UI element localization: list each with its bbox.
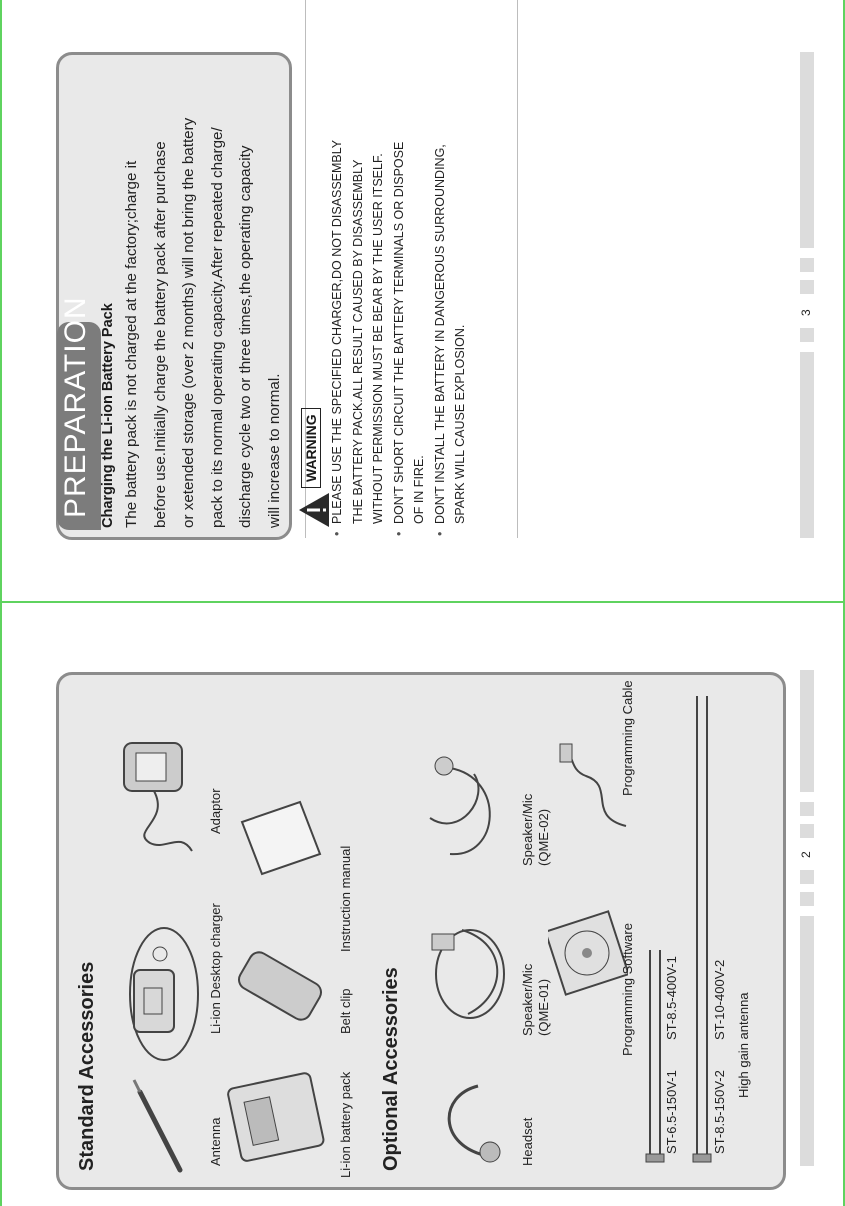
footer-strip-left-e <box>800 802 814 816</box>
caption-programming-software: Programming Software <box>620 923 635 1056</box>
footer-strip-right-c <box>800 280 814 294</box>
caption-speaker-mic-qme02: Speaker/Mic <box>520 793 535 866</box>
antenna-model-st-6-5-150v-1: ST-6.5-150V-1 <box>664 1070 679 1154</box>
standard-accessories-title: Standard Accessories <box>76 961 98 1171</box>
antenna-model-st-8-5-400v-1: ST-8.5-400V-1 <box>664 956 679 1040</box>
warning-line: SPARK WILL CAUSE EXPLOSION. <box>453 324 467 524</box>
footer-strip-right-a <box>800 352 814 538</box>
optional-accessories-title: Optional Accessories <box>380 967 402 1171</box>
warning-item <box>389 0 430 538</box>
warning-item <box>327 0 389 538</box>
caption-headset: Headset <box>520 1117 535 1166</box>
warning-line: WITHOUT PERMISSION MUST BE BEAR BY THE USER ITSELF. <box>371 153 385 524</box>
footer-strip-left-d <box>800 824 814 838</box>
caption-battery-pack: Li-ion battery pack <box>338 1071 353 1178</box>
page-number-left: 2 <box>799 851 813 858</box>
caption-instruction-manual: Instruction manual <box>338 845 353 952</box>
footer-strip-right-d <box>800 258 814 272</box>
footer-strip-left-b <box>800 892 814 906</box>
footer-strip-right-e <box>800 52 814 248</box>
footer-strip-left-c <box>800 870 814 884</box>
subsection-title: Charging the Li-ion Battery Pack <box>100 303 116 528</box>
charging-body-text <box>118 58 289 528</box>
warning-line: PLEASE USE THE SPECIFIED CHARGER,DO NOT DISASSEMBLY <box>330 139 344 524</box>
caption-adaptor: Adaptor <box>208 788 223 834</box>
body-line: pack to its normal operating capacity.After repeated charge/ <box>208 127 226 528</box>
caption-belt-clip: Belt clip <box>338 988 353 1034</box>
caption-programming-cable: Programming Cable <box>620 680 635 796</box>
antenna-model-st-8-5-150v-2: ST-8.5-150V-2 <box>712 1070 727 1154</box>
body-line: discharge cycle two or three times,the operating capacity <box>237 145 254 528</box>
footer-strip-left-a <box>800 916 814 1166</box>
caption-high-gain-antenna: High gain antenna <box>736 992 751 1098</box>
caption-desktop-charger: Li-ion Desktop charger <box>208 903 223 1034</box>
warning-item <box>430 0 471 538</box>
warning-line: OF IN FIRE. <box>412 455 426 524</box>
caption-speaker-mic-qme01: Speaker/Mic <box>520 963 535 1036</box>
caption-antenna: Antenna <box>208 1117 223 1166</box>
body-line: The battery pack is not charged at the factory;charge it <box>123 160 140 528</box>
footer-strip-right-b <box>800 328 814 342</box>
warning-list <box>327 0 471 538</box>
page-number-right: 3 <box>799 309 813 316</box>
body-line: or xetended storage (over 2 months) will not bring the battery <box>180 117 197 528</box>
antenna-model-st-10-400v-2: ST-10-400V-2 <box>712 959 727 1040</box>
warning-label: WARNING <box>301 408 321 488</box>
warning-line: THE BATTERY PACK.ALL RESULT CAUSED BY DISASSEMBLY <box>350 159 365 524</box>
warning-line: DON'T INSTALL THE BATTERY IN DANGEROUS SURROUNDING, <box>432 144 447 524</box>
warning-line: DON'T SHORT CIRCUIT THE BATTERY TERMINALS OR DISPOSE <box>391 141 406 524</box>
body-line: before use.Initially charge the battery pack after purchase <box>151 141 169 528</box>
caption-qme01-model: (QME-01) <box>536 978 551 1036</box>
caption-qme02-model: (QME-02) <box>536 808 551 866</box>
footer-strip-left-f <box>800 670 814 792</box>
body-line: will increase to normal. <box>265 373 283 528</box>
section-title: PREPARATION <box>59 296 92 518</box>
